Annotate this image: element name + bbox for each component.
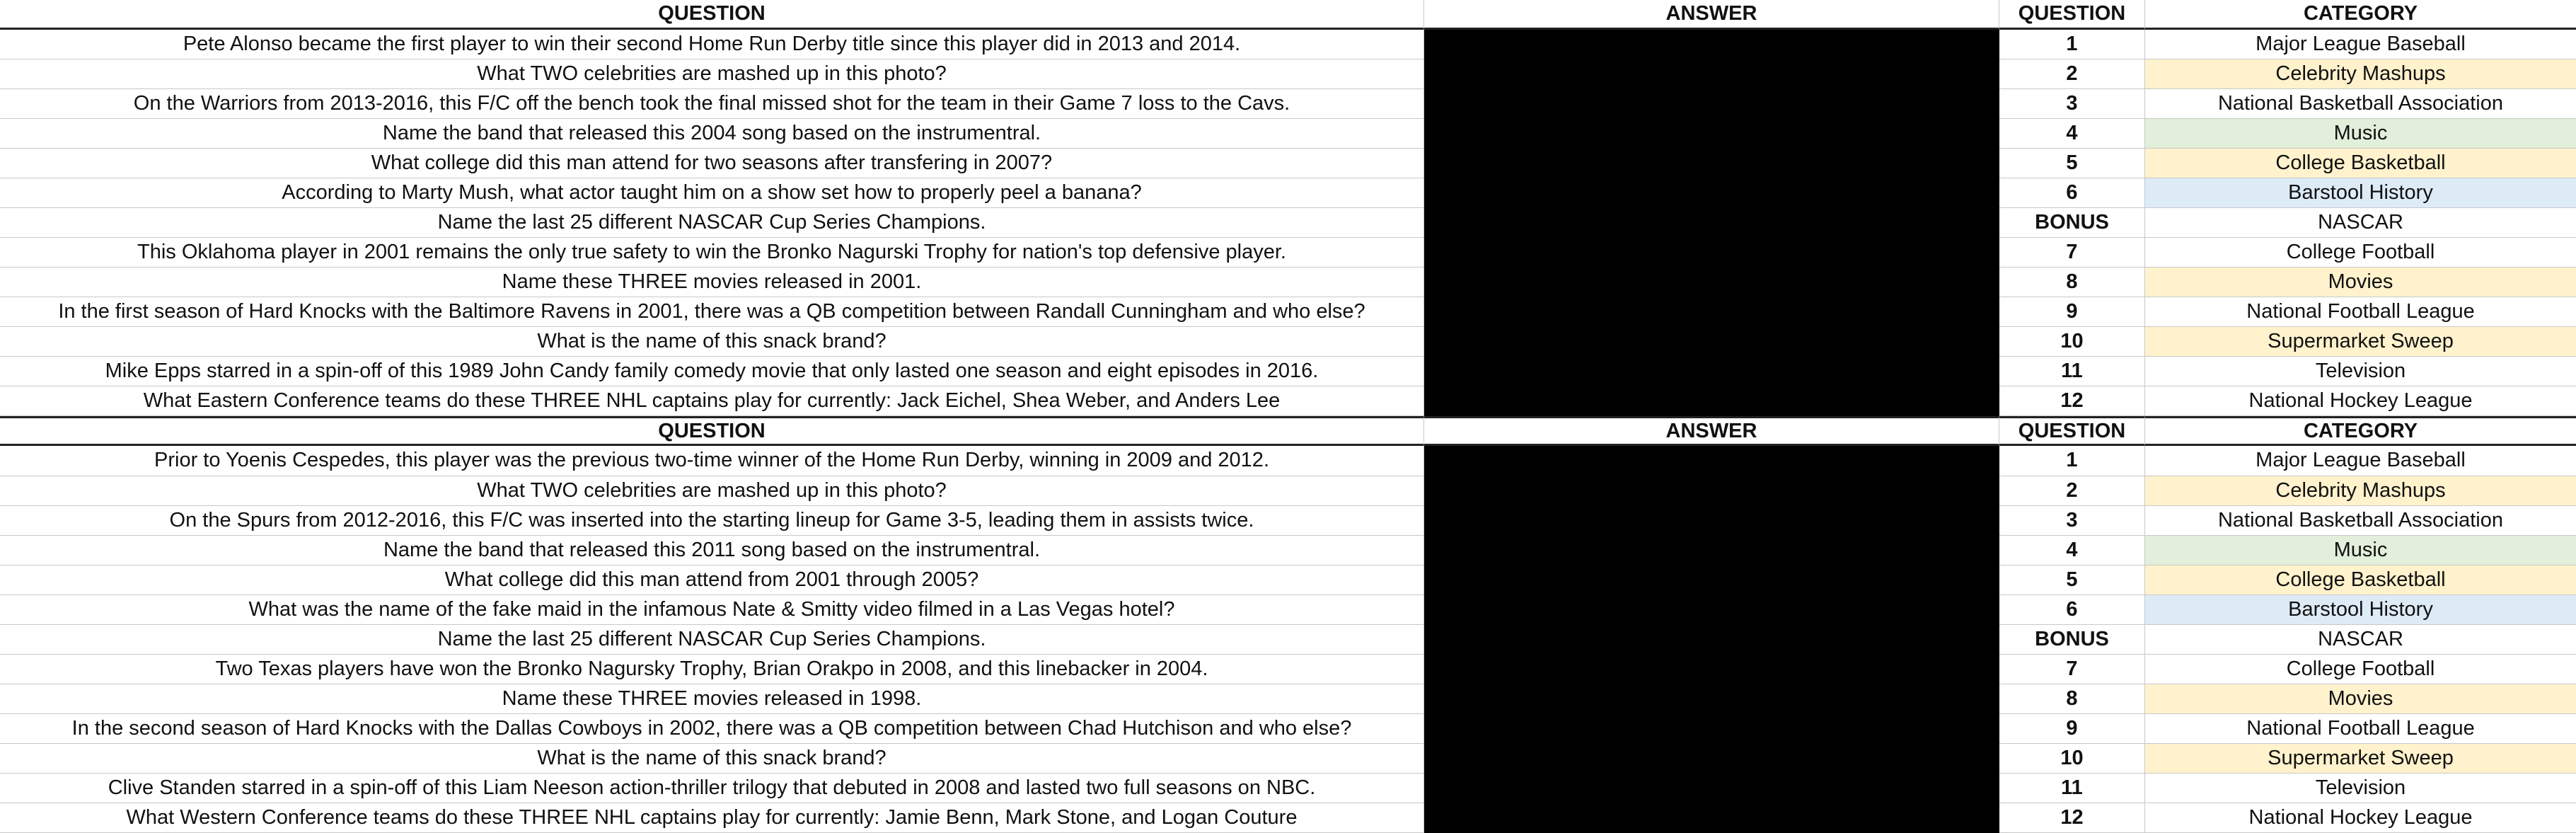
question-cell[interactable]: What was the name of the fake maid in the infamous Nate & Smitty video filmed in a Las Vegas hotel? [0,595,1424,625]
question-cell[interactable]: What TWO celebrities are mashed up in this photo? [0,59,1424,89]
question-number-cell[interactable]: 9 [1999,714,2145,744]
question-number-cell[interactable]: 11 [1999,357,2145,386]
answer-cell-redacted[interactable] [1424,149,1999,178]
answer-cell-redacted[interactable] [1424,446,1999,476]
answer-cell-redacted[interactable] [1424,625,1999,655]
answer-cell-redacted[interactable] [1424,238,1999,268]
header-question[interactable]: QUESTION [0,416,1424,446]
category-cell[interactable]: National Football League [2145,714,2576,744]
category-cell[interactable]: College Basketball [2145,565,2576,595]
question-cell[interactable]: Clive Standen starred in a spin-off of this Liam Neeson action-thriller trilogy that debuted in 2008 and lasted two full seasons on NBC. [0,774,1424,803]
question-cell[interactable]: Name the band that released this 2011 song based on the instrumentral. [0,536,1424,565]
question-number-cell[interactable]: 6 [1999,595,2145,625]
answer-cell-redacted[interactable] [1424,565,1999,595]
category-cell[interactable]: Supermarket Sweep [2145,327,2576,357]
category-cell[interactable]: Major League Baseball [2145,30,2576,59]
question-number-cell[interactable]: 3 [1999,506,2145,536]
question-number-cell[interactable]: 2 [1999,59,2145,89]
category-cell[interactable]: Major League Baseball [2145,446,2576,476]
category-cell[interactable]: National Hockey League [2145,386,2576,416]
category-cell[interactable]: College Football [2145,655,2576,684]
category-cell[interactable]: NASCAR [2145,208,2576,238]
answer-cell-redacted[interactable] [1424,476,1999,506]
answer-cell-redacted[interactable] [1424,744,1999,774]
question-number-cell[interactable]: BONUS [1999,208,2145,238]
category-cell[interactable]: Celebrity Mashups [2145,59,2576,89]
question-cell[interactable]: What Western Conference teams do these THREE NHL captains play for currently: Jamie Benn, Mark Stone, and Logan Couture [0,803,1424,833]
question-number-cell[interactable]: 12 [1999,803,2145,833]
answer-cell-redacted[interactable] [1424,536,1999,565]
question-number-cell[interactable]: 7 [1999,238,2145,268]
answer-cell-redacted[interactable] [1424,357,1999,386]
category-cell[interactable]: Movies [2145,684,2576,714]
answer-cell-redacted[interactable] [1424,595,1999,625]
header-question[interactable]: QUESTION [0,0,1424,30]
question-cell[interactable]: Name the band that released this 2004 song based on the instrumentral. [0,119,1424,149]
answer-cell-redacted[interactable] [1424,30,1999,59]
question-number-cell[interactable]: 12 [1999,386,2145,416]
question-number-cell[interactable]: 7 [1999,655,2145,684]
answer-cell-redacted[interactable] [1424,268,1999,297]
answer-cell-redacted[interactable] [1424,89,1999,119]
question-number-cell[interactable]: 10 [1999,327,2145,357]
category-cell[interactable]: National Basketball Association [2145,89,2576,119]
answer-cell-redacted[interactable] [1424,59,1999,89]
category-cell[interactable]: National Hockey League [2145,803,2576,833]
category-cell[interactable]: Music [2145,119,2576,149]
category-cell[interactable]: Television [2145,774,2576,803]
category-cell[interactable]: Television [2145,357,2576,386]
category-cell[interactable]: Music [2145,536,2576,565]
question-cell[interactable]: What college did this man attend for two seasons after transfering in 2007? [0,149,1424,178]
question-number-cell[interactable]: 5 [1999,565,2145,595]
answer-cell-redacted[interactable] [1424,684,1999,714]
question-cell[interactable]: Pete Alonso became the first player to win their second Home Run Derby title since this player did in 2013 and 2014. [0,30,1424,59]
question-number-cell[interactable]: 1 [1999,446,2145,476]
question-cell[interactable]: What is the name of this snack brand? [0,327,1424,357]
answer-cell-redacted[interactable] [1424,655,1999,684]
answer-cell-redacted[interactable] [1424,178,1999,208]
question-cell[interactable]: In the first season of Hard Knocks with the Baltimore Ravens in 2001, there was a QB competition between Randall Cunningham and who else? [0,297,1424,327]
category-cell[interactable]: National Basketball Association [2145,506,2576,536]
question-number-cell[interactable]: 5 [1999,149,2145,178]
question-cell[interactable]: Mike Epps starred in a spin-off of this 1989 John Candy family comedy movie that only lasted one season and eight episodes in 2016. [0,357,1424,386]
question-number-cell[interactable]: 9 [1999,297,2145,327]
header-answer[interactable]: ANSWER [1424,416,1999,446]
header-answer[interactable]: ANSWER [1424,0,1999,30]
question-cell[interactable]: This Oklahoma player in 2001 remains the only true safety to win the Bronko Nagurski Trophy for nation's top defensive player. [0,238,1424,268]
answer-cell-redacted[interactable] [1424,297,1999,327]
question-cell[interactable]: Name the last 25 different NASCAR Cup Series Champions. [0,625,1424,655]
answer-cell-redacted[interactable] [1424,774,1999,803]
category-cell[interactable]: National Football League [2145,297,2576,327]
question-cell[interactable]: On the Spurs from 2012-2016, this F/C was inserted into the starting lineup for Game 3-5, leading them in assists twice. [0,506,1424,536]
header-question-number[interactable]: QUESTION [1999,0,2145,30]
question-number-cell[interactable]: 10 [1999,744,2145,774]
answer-cell-redacted[interactable] [1424,386,1999,416]
question-cell[interactable]: In the second season of Hard Knocks with the Dallas Cowboys in 2002, there was a QB competition between Chad Hutchison and who else? [0,714,1424,744]
header-category[interactable]: CATEGORY [2145,0,2576,30]
header-category[interactable]: CATEGORY [2145,416,2576,446]
answer-cell-redacted[interactable] [1424,714,1999,744]
answer-cell-redacted[interactable] [1424,327,1999,357]
header-question-number[interactable]: QUESTION [1999,416,2145,446]
question-number-cell[interactable]: 1 [1999,30,2145,59]
question-cell[interactable]: Prior to Yoenis Cespedes, this player was the previous two-time winner of the Home Run Derby, winning in 2009 and 2012. [0,446,1424,476]
category-cell[interactable]: College Basketball [2145,149,2576,178]
category-cell[interactable]: Barstool History [2145,178,2576,208]
question-number-cell[interactable]: 4 [1999,119,2145,149]
question-cell[interactable]: Name these THREE movies released in 1998. [0,684,1424,714]
question-number-cell[interactable]: 3 [1999,89,2145,119]
answer-cell-redacted[interactable] [1424,208,1999,238]
answer-cell-redacted[interactable] [1424,119,1999,149]
category-cell[interactable]: Supermarket Sweep [2145,744,2576,774]
question-number-cell[interactable]: 8 [1999,684,2145,714]
question-cell[interactable]: What college did this man attend from 2001 through 2005? [0,565,1424,595]
question-number-cell[interactable]: 11 [1999,774,2145,803]
question-cell[interactable]: What is the name of this snack brand? [0,744,1424,774]
answer-cell-redacted[interactable] [1424,803,1999,833]
question-number-cell[interactable]: 8 [1999,268,2145,297]
category-cell[interactable]: Barstool History [2145,595,2576,625]
question-cell[interactable]: Two Texas players have won the Bronko Nagursky Trophy, Brian Orakpo in 2008, and this linebacker in 2004. [0,655,1424,684]
question-number-cell[interactable]: 6 [1999,178,2145,208]
question-number-cell[interactable]: BONUS [1999,625,2145,655]
question-cell[interactable]: What TWO celebrities are mashed up in this photo? [0,476,1424,506]
category-cell[interactable]: Movies [2145,268,2576,297]
answer-cell-redacted[interactable] [1424,506,1999,536]
question-cell[interactable]: Name the last 25 different NASCAR Cup Series Champions. [0,208,1424,238]
category-cell[interactable]: NASCAR [2145,625,2576,655]
category-cell[interactable]: College Football [2145,238,2576,268]
question-cell[interactable]: Name these THREE movies released in 2001. [0,268,1424,297]
question-cell[interactable]: According to Marty Mush, what actor taught him on a show set how to properly peel a banana? [0,178,1424,208]
category-cell[interactable]: Celebrity Mashups [2145,476,2576,506]
question-cell[interactable]: What Eastern Conference teams do these THREE NHL captains play for currently: Jack Eichel, Shea Weber, and Anders Lee [0,386,1424,416]
question-number-cell[interactable]: 4 [1999,536,2145,565]
question-number-cell[interactable]: 2 [1999,476,2145,506]
question-cell[interactable]: On the Warriors from 2013-2016, this F/C off the bench took the final missed shot for the team in their Game 7 loss to the Cavs. [0,89,1424,119]
